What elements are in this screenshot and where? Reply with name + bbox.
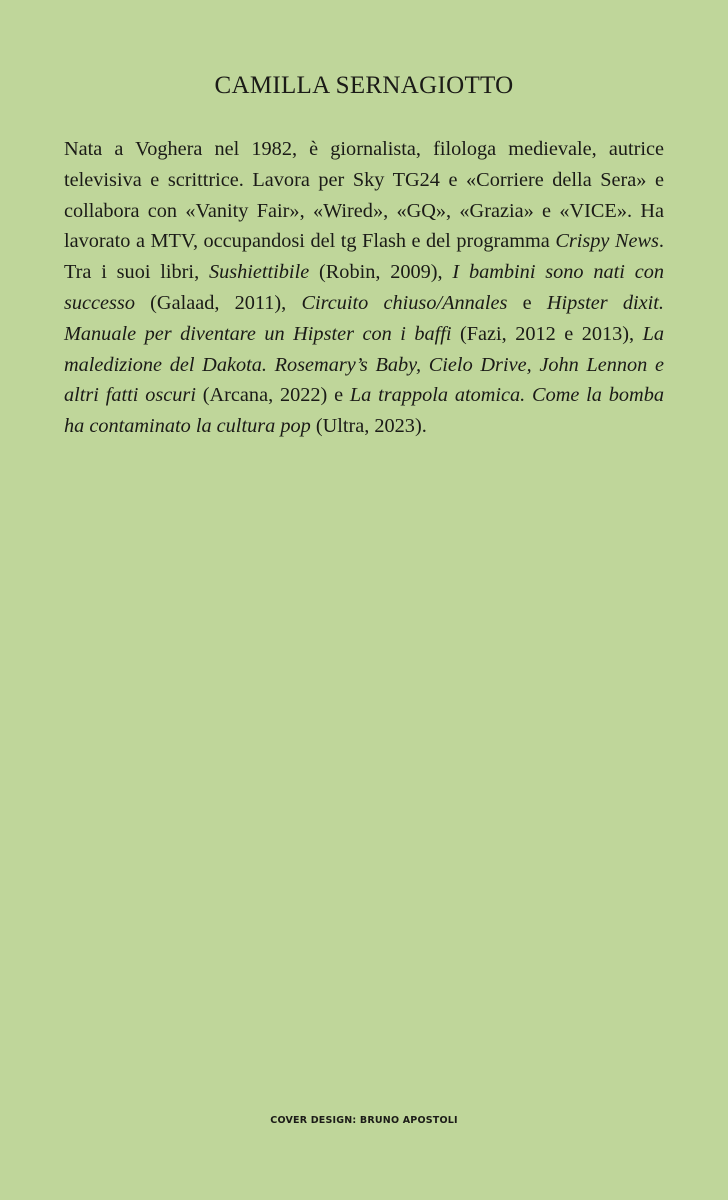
bio-text: e bbox=[507, 291, 547, 314]
bio-title-i-bambini: I bambini sono nati con successo bbox=[64, 261, 664, 314]
author-biography bbox=[64, 134, 664, 442]
cover-design-credit: COVER DESIGN: BRUNO APOSTOLI bbox=[270, 1115, 458, 1126]
bio-text: (Ultra, 2023). bbox=[310, 415, 427, 438]
bio-text: (Galaad, 2011), bbox=[134, 291, 302, 314]
bio-title-circuito-chiuso: Circuito chiuso/Annales bbox=[301, 291, 508, 314]
bio-text: (Robin, 2009), bbox=[309, 261, 453, 284]
bio-title-hipster-dixit: Hipster dixit. Manuale per diventare un Hipster con i baffi bbox=[64, 291, 664, 345]
bio-text: (Fazi, 2012 e 2013), bbox=[451, 322, 643, 345]
bio-title-sushiettibile: Sushiettibile bbox=[208, 261, 310, 284]
bio-text: . Tra i suoi libri, bbox=[64, 230, 664, 284]
bio-title-trappola-atomica: La trappola atomica. Come la bomba ha contaminato la cultura pop bbox=[64, 384, 664, 438]
bio-title-maledizione-dakota: La maledizione del Dakota. Rosemary’s Baby, Cielo Drive, John Lennon e altri fatti oscuri bbox=[64, 322, 665, 407]
bio-title-crispy-news: Crispy News bbox=[555, 230, 659, 253]
bio-text: Nata a Voghera nel 1982, è giornalista, filologa medievale, autrice televisiva e scrittrice. Lavora per Sky TG24 e «Corriere della Sera» e collabora con «Vanity Fair», «Wired», «GQ», «Grazia» e «VICE». Ha lavorato a MTV, occupandosi del tg Flash e del programma bbox=[64, 138, 664, 253]
author-name: CAMILLA SERNAGIOTTO bbox=[214, 72, 514, 99]
bio-text: (Arcana, 2022) e bbox=[195, 384, 350, 407]
